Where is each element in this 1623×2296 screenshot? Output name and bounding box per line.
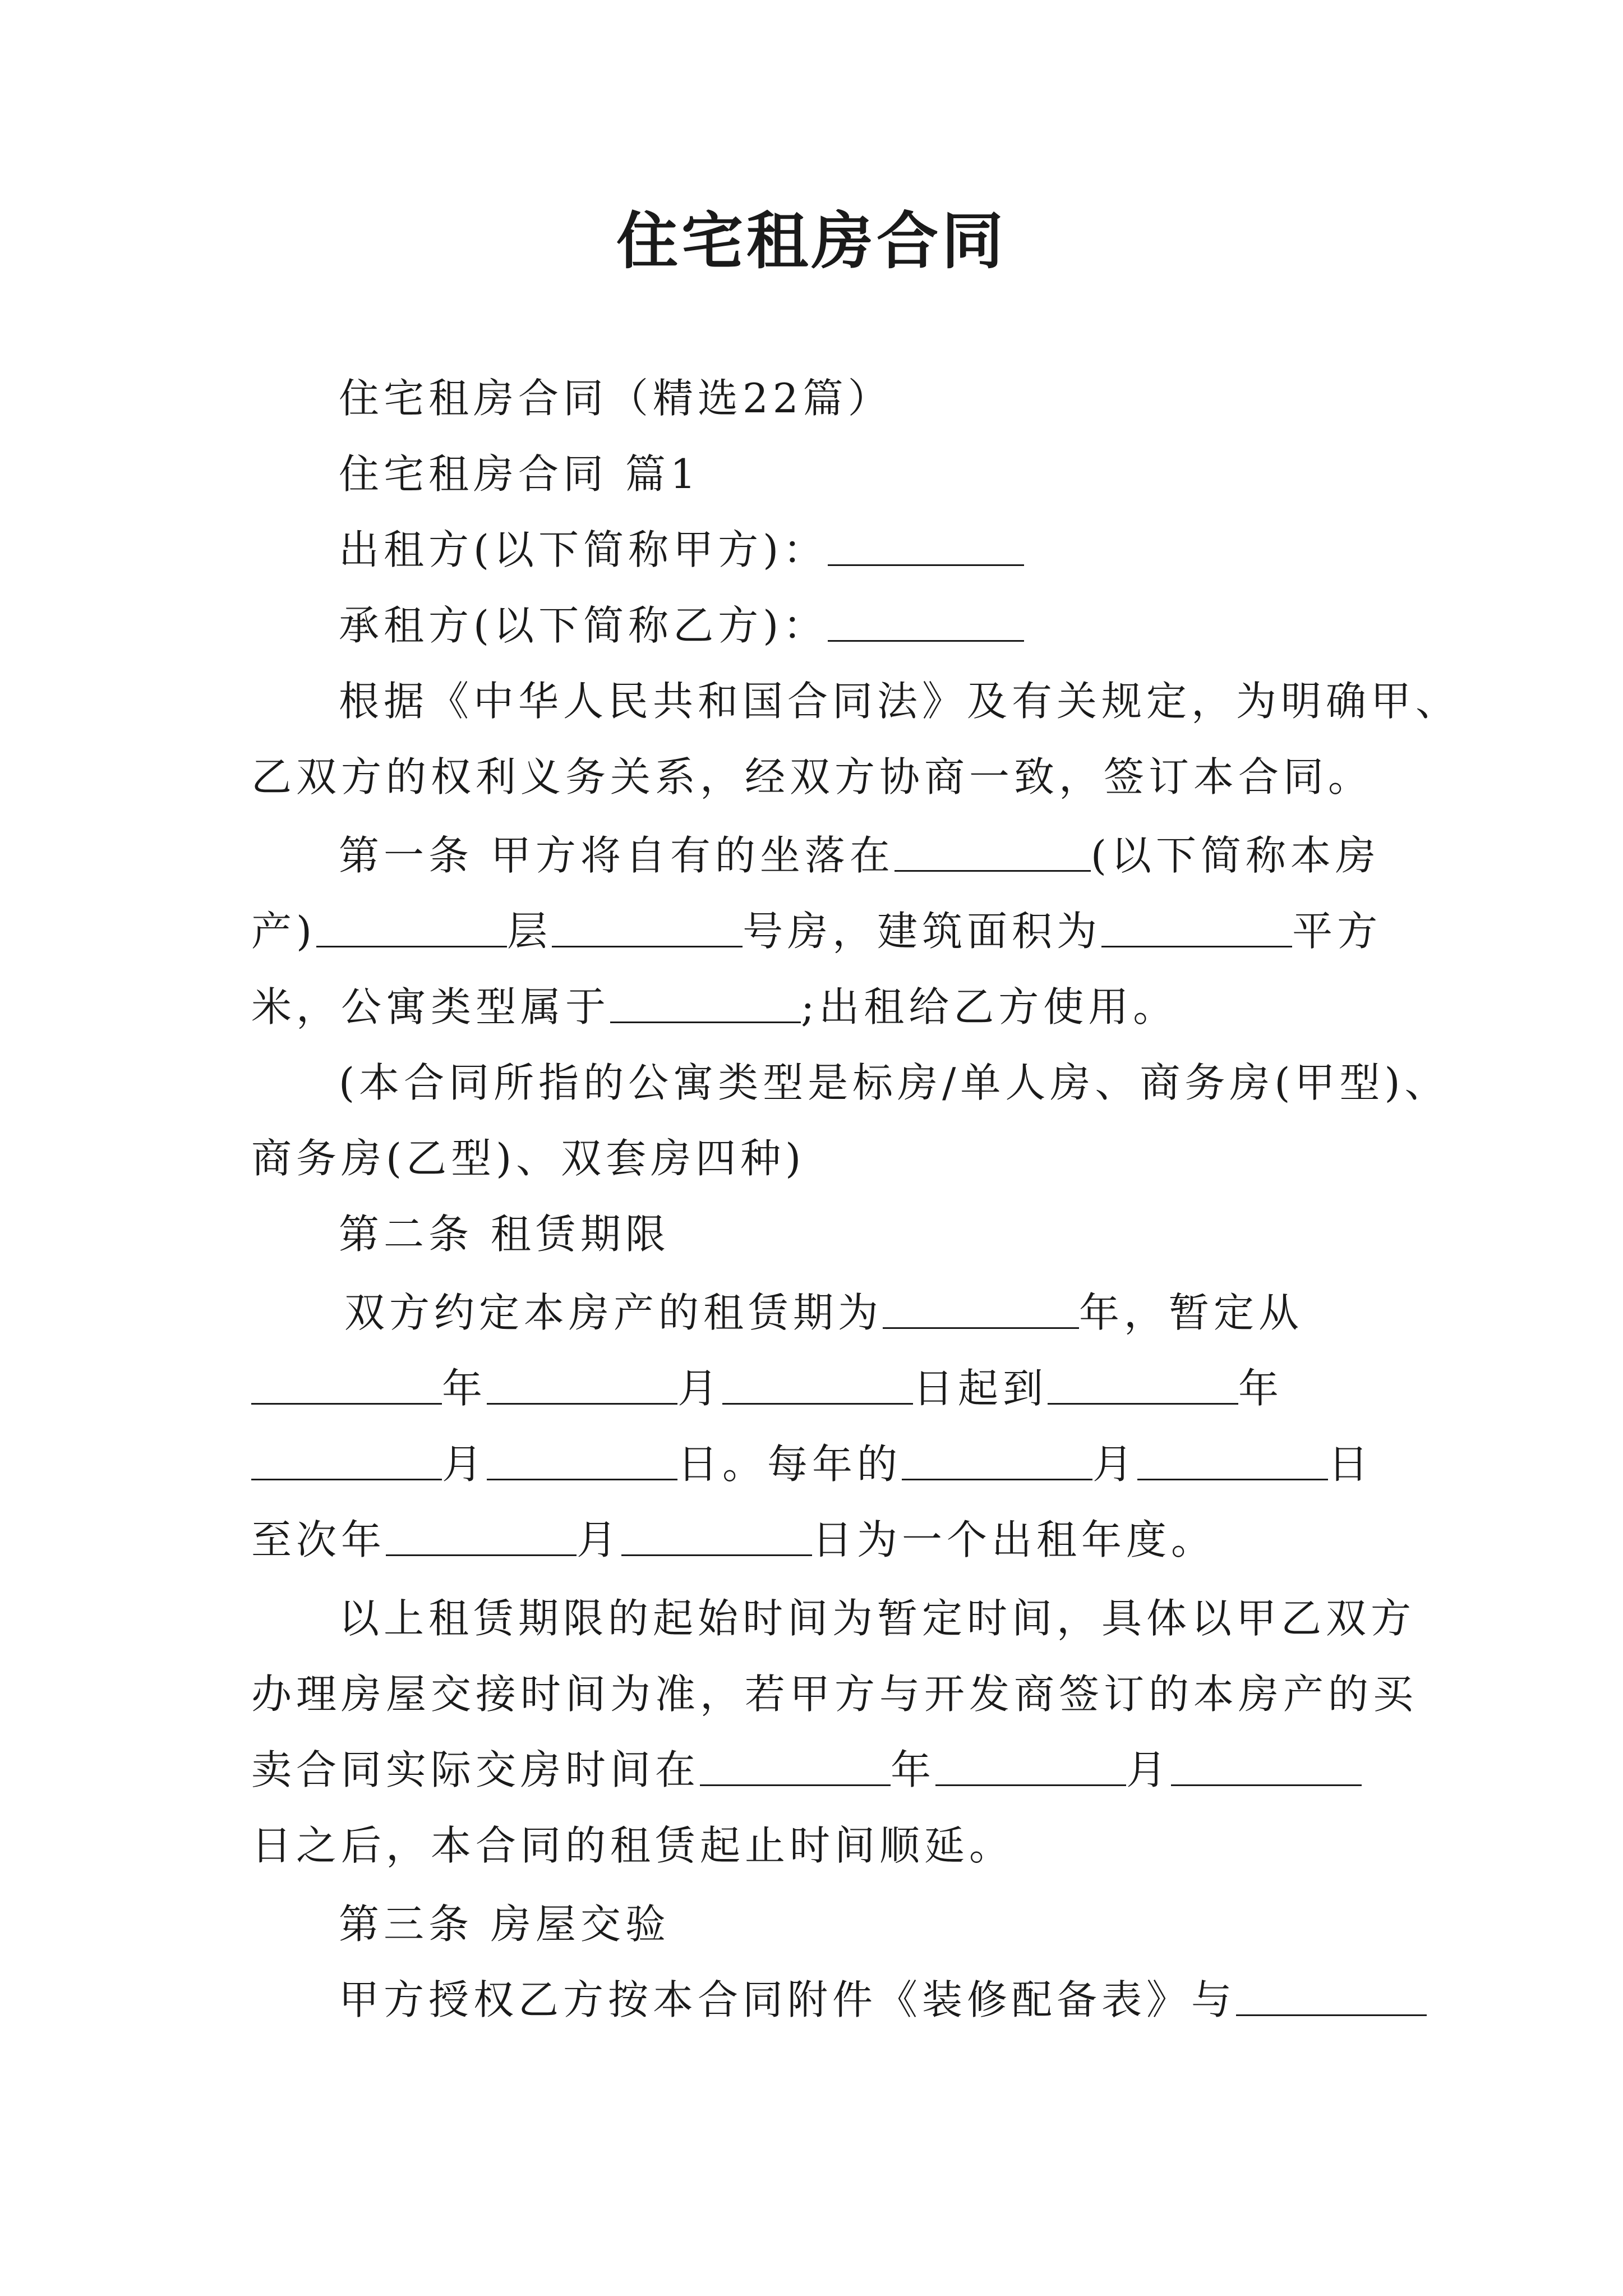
lease-years-blank[interactable] [883,1287,1079,1329]
apartment-type-blank[interactable] [610,981,801,1023]
article2-text: 卖合同实际交房时间在 [251,1746,700,1793]
delivery-day-blank[interactable] [1171,1744,1362,1786]
article1-text: 米，公寓类型属于 [251,983,611,1030]
location-blank[interactable] [895,830,1091,872]
article2-text: 月 [442,1441,487,1488]
year-start-day-blank[interactable] [1137,1438,1328,1480]
room-blank[interactable] [552,905,743,947]
article2-text: 日。每年的 [677,1441,902,1488]
lessee-line [339,597,1472,654]
subtitle: 住宅租房合同（精选22篇） [339,375,893,422]
lessor-blank[interactable] [828,524,1024,566]
article2-text: 年，暂定从 [1079,1289,1304,1336]
article2-text: 至次年 [251,1516,386,1563]
article1-line-3 [251,979,1384,1035]
area-blank[interactable] [1101,905,1292,947]
year-start-month-blank[interactable] [902,1438,1092,1480]
article2-text: 日 [1328,1441,1373,1488]
article3-heading: 第三条 房屋交验 [339,1901,670,1948]
end-year-blank[interactable] [1048,1363,1238,1405]
year-end-day-blank[interactable] [621,1514,812,1556]
lessee-label: 承租方(以下简称乙方)： [339,602,828,649]
document-title: 住宅租房合同 [616,205,1007,277]
delivery-year-blank[interactable] [700,1744,891,1786]
article2-text: 月 [1092,1441,1138,1488]
article2-line-4 [251,1512,1384,1568]
article2-line-3 [251,1436,1384,1492]
article2-para2-line-4: 日之后，本合同的租赁起止时间顺延。 [251,1822,1015,1869]
article2-text: 月 [677,1365,723,1412]
article1-note-2: 商务房(乙型)、双套房四种) [251,1135,806,1182]
intro-line-2: 乙双方的权利义务关系，经双方协商一致，签订本合同。 [251,753,1373,800]
article2-text: 日起到 [913,1365,1048,1412]
article3-text: 甲方授权乙方按本合同附件《装修配备表》与 [339,1976,1237,2023]
article1-text: 产) [251,908,317,955]
intro-line-1: 根据《中华人民共和国合同法》及有关规定，为明确甲、 [339,678,1461,725]
end-month-blank[interactable] [251,1438,442,1480]
delivery-month-blank[interactable] [935,1744,1126,1786]
article2-heading: 第二条 租赁期限 [339,1211,670,1258]
article2-text: 年 [442,1365,487,1412]
year-end-month-blank[interactable] [386,1514,577,1556]
article1-text: ;出租给乙方使用。 [801,983,1178,1030]
article1-text: 层 [507,908,552,955]
end-day-blank[interactable] [487,1438,677,1480]
start-day-blank[interactable] [722,1363,913,1405]
article2-text: 月 [577,1516,622,1563]
article2-line-1 [344,1285,1477,1341]
article1-line-2 [251,903,1384,959]
article2-para2-line-3 [251,1742,1384,1798]
article2-text: 年 [1238,1365,1284,1412]
article1-text: (以下简称本房 [1090,832,1380,879]
part-heading: 住宅租房合同 篇1 [339,450,700,498]
article2-text: 日为一个出租年度。 [812,1516,1216,1563]
lessor-label: 出租方(以下简称甲方)： [339,526,828,573]
start-year-blank[interactable] [251,1363,442,1405]
lessee-blank[interactable] [828,600,1024,642]
article3-line-1 [339,1972,1472,2028]
article2-line-2 [251,1360,1384,1416]
article1-line-1 [339,827,1472,884]
article1-text: 第一条 甲方将自有的坐落在 [339,832,895,879]
article1-note-1: (本合同所指的公寓类型是标房/单人房、商务房(甲型)、 [339,1059,1450,1106]
article1-text: 平方 [1292,908,1382,955]
inspection-party-blank[interactable] [1236,1974,1427,2016]
article2-text: 双方约定本房产的租赁期为 [344,1289,883,1336]
start-month-blank[interactable] [487,1363,677,1405]
article2-para2-line-2: 办理房屋交接时间为准，若甲方与开发商签订的本房产的买 [251,1671,1418,1718]
article2-text: 月 [1126,1746,1172,1793]
lessor-line [339,522,1472,578]
article2-text: 年 [891,1746,936,1793]
floor-blank[interactable] [316,905,507,947]
article2-para2-line-1: 以上租赁期限的起始时间为暂定时间，具体以甲乙双方 [339,1595,1416,1642]
article1-text: 号房，建筑面积为 [743,908,1102,955]
